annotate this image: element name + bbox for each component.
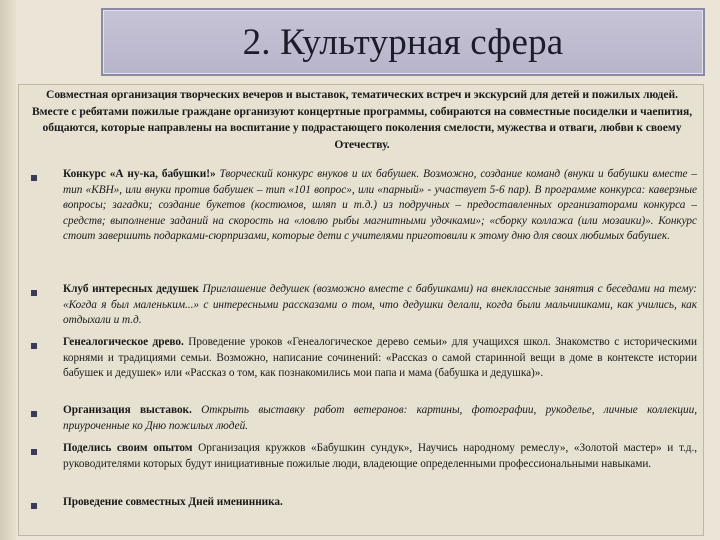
bullet-icon [31,503,37,509]
bullet-icon [31,175,37,181]
list-item [63,495,697,511]
list-item [63,441,697,472]
bullet-icon [31,449,37,455]
item-heading: Генеалогическое древо. [63,336,184,348]
item-text: Приглашение дедушек (возможно вместе с бабушками) на внеклассные занятия с беседами на тему: «Когда я был маленьким...» с интересными рассказами о том, что дедушки делали, когда были мальчишками, как учились, как отдыхали и т.д. [63,283,697,327]
bullet-icon [31,290,37,296]
title-box [101,8,705,76]
item-heading: Проведение совместных Дней именинника. [63,496,283,508]
list-item [63,282,697,329]
content-panel [18,84,704,536]
item-text: Организация кружков «Бабушкин сундук», Научись народному ремеслу», «Золотой мастер» и т.д., руководителями которых будут инициативные пожилые люди, владеющие определенными профессиональными навыками. [63,442,697,470]
slide-title: 2. Культурная сфера [242,21,564,63]
item-text: Открыть выставку работ ветеранов: картины, фотографии, рукоделье, личные коллекции, приуроченные ко Дню пожилых людей. [63,404,697,432]
item-heading: Поделись своим опытом [63,442,193,454]
decorative-band [0,0,16,540]
item-heading: Конкурс «А ну-ка, бабушки!» [63,168,216,180]
bullet-icon [31,343,37,349]
bullet-icon [31,411,37,417]
list-item [63,403,697,434]
item-heading: Организация выставок. [63,404,192,416]
item-heading: Клуб интересных дедушек [63,283,199,295]
item-text: Творческий конкурс внуков и их бабушек. Возможно, создание команд (внуки и бабушки вместе – тип «КВН», или внуки против бабушек – тип «101 вопрос», или «парный» - участвует 5-6 пар). В программе конкурса: каверзные вопросы; загадки; создание букетов (костюмов, шляп и т.д.) из подручных – предоставленных организаторами конкурса – средств; выполнение заданий на скорость на «ловлю рыбы магнитными удочками»; «сборку коллажа (или мозаики)». Конкурс стоит завершить подарками-сюрпризами, которые дети с учителями приготовили к этому дню для своих любимых бабушек. [63,168,697,243]
item-text: Проведение уроков «Генеалогическое дерево семьи» для учащихся школ. Знакомство с историческими корнями и традициями семьи. Возможно, написание сочинений: «Рассказ о самой старинной вещи в доме в контексте истории бабушек и дедушек» или «Рассказ о том, как познакомились мои папа и мама (бабушка и дедушка)». [63,336,697,380]
list-item [63,335,697,382]
intro-paragraph: Совместная организация творческих вечеров и выставок, тематических встреч и экскурсий для детей и пожилых людей. Вместе с ребятами пожилые граждане организуют концертные программы, собираются на совместные посиделки и чаепития, общаются, которые направлены на воспитание у подрастающего поколения смелости, мужества и отваги, любви к своему Отечеству. [31,88,693,151]
list-item [63,167,697,245]
